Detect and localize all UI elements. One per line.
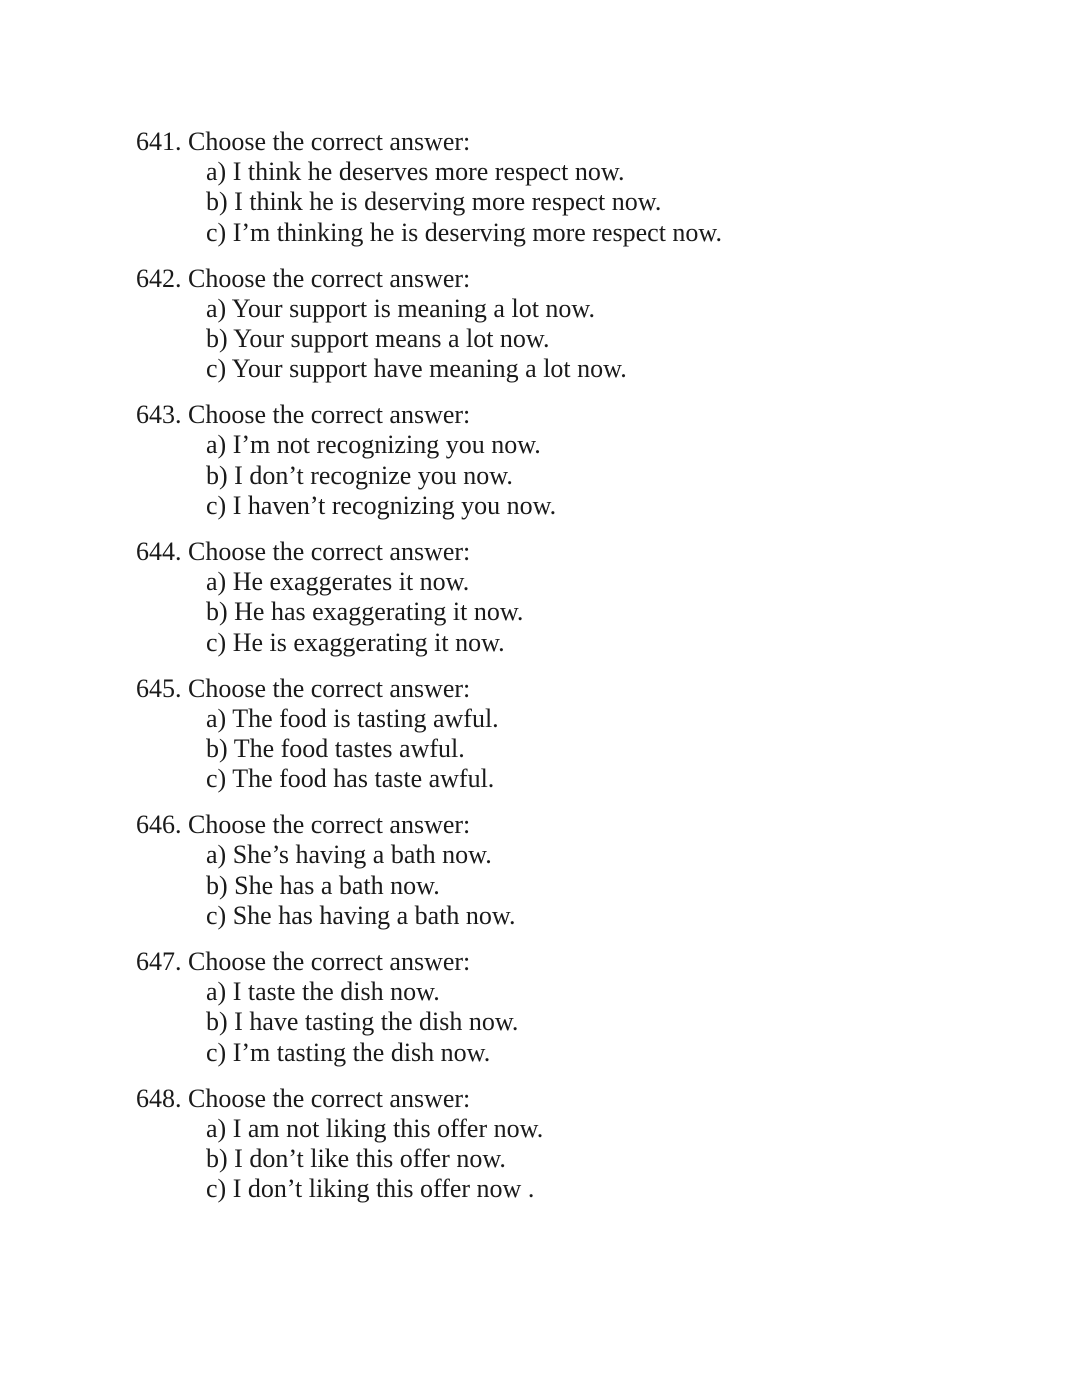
answer-option-c: c) I don’t liking this offer now . (206, 1174, 535, 1204)
question-number: 646. (136, 810, 182, 840)
answer-options (136, 704, 996, 795)
answer-option-b: b) Your support means a lot now. (206, 324, 550, 354)
question-number: 644. (136, 537, 182, 567)
question-prompt: Choose the correct answer: (188, 127, 471, 156)
question-stem (136, 674, 996, 704)
question-item (136, 674, 996, 795)
question-prompt: Choose the correct answer: (188, 947, 471, 977)
answer-option-a: a) I’m not recognizing you now. (206, 430, 541, 460)
question-stem (136, 127, 996, 157)
answer-options (136, 840, 996, 931)
answer-options (136, 1114, 996, 1205)
question-prompt: Choose the correct answer: (188, 263, 471, 293)
answer-option-c: c) She has having a bath now. (206, 901, 516, 931)
answer-option-c: c) I’m tasting the dish now. (206, 1037, 491, 1067)
answer-option-a: a) The food is tasting awful. (206, 703, 499, 733)
answer-option-a: a) She’s having a bath now. (206, 840, 492, 870)
answer-option-b: b) The food tastes awful. (206, 734, 465, 764)
question-number: 645. (136, 673, 182, 703)
answer-option-c: c) The food has taste awful. (206, 764, 495, 794)
question-stem (136, 947, 996, 977)
answer-option-c: c) I’m thinking he is deserving more respect now. (206, 217, 723, 247)
answer-option-c: c) He is exaggerating it now. (206, 627, 505, 657)
question-number: 641. (136, 127, 182, 156)
question-item (136, 810, 996, 931)
answer-option-a: a) He exaggerates it now. (206, 567, 470, 597)
question-stem (136, 264, 996, 294)
answer-option-b: b) I have tasting the dish now. (206, 1007, 519, 1037)
answer-option-b: b) She has a bath now. (206, 870, 440, 900)
question-stem (136, 400, 996, 430)
answer-option-c: c) Your support have meaning a lot now. (206, 354, 627, 384)
question-item (136, 400, 996, 521)
question-item (136, 537, 996, 658)
answer-option-a: a) I think he deserves more respect now. (206, 157, 625, 186)
answer-option-a: a) I taste the dish now. (206, 977, 440, 1007)
answer-option-b: b) He has exaggerating it now. (206, 597, 524, 627)
answer-options (136, 430, 996, 521)
question-list (136, 127, 996, 1220)
question-prompt: Choose the correct answer: (188, 537, 471, 567)
question-prompt: Choose the correct answer: (188, 673, 471, 703)
answer-option-c: c) I haven’t recognizing you now. (206, 491, 557, 521)
question-stem (136, 810, 996, 840)
question-item (136, 947, 996, 1068)
question-number: 648. (136, 1083, 182, 1113)
question-item (136, 127, 996, 248)
answer-option-b: b) I think he is deserving more respect now. (206, 187, 662, 217)
question-number: 647. (136, 947, 182, 977)
answer-option-b: b) I don’t recognize you now. (206, 460, 513, 490)
question-prompt: Choose the correct answer: (188, 810, 471, 840)
answer-option-b: b) I don’t like this offer now. (206, 1144, 506, 1174)
answer-option-a: a) I am not liking this offer now. (206, 1113, 544, 1143)
question-stem (136, 537, 996, 567)
answer-options (136, 567, 996, 658)
answer-option-a: a) Your support is meaning a lot now. (206, 293, 596, 323)
question-prompt: Choose the correct answer: (188, 400, 471, 430)
question-prompt: Choose the correct answer: (188, 1083, 471, 1113)
answer-options (136, 157, 996, 248)
answer-options (136, 294, 996, 385)
question-number: 642. (136, 263, 182, 293)
question-item (136, 1084, 996, 1205)
answer-options (136, 977, 996, 1068)
question-stem (136, 1084, 996, 1114)
question-number: 643. (136, 400, 182, 430)
question-item (136, 264, 996, 385)
